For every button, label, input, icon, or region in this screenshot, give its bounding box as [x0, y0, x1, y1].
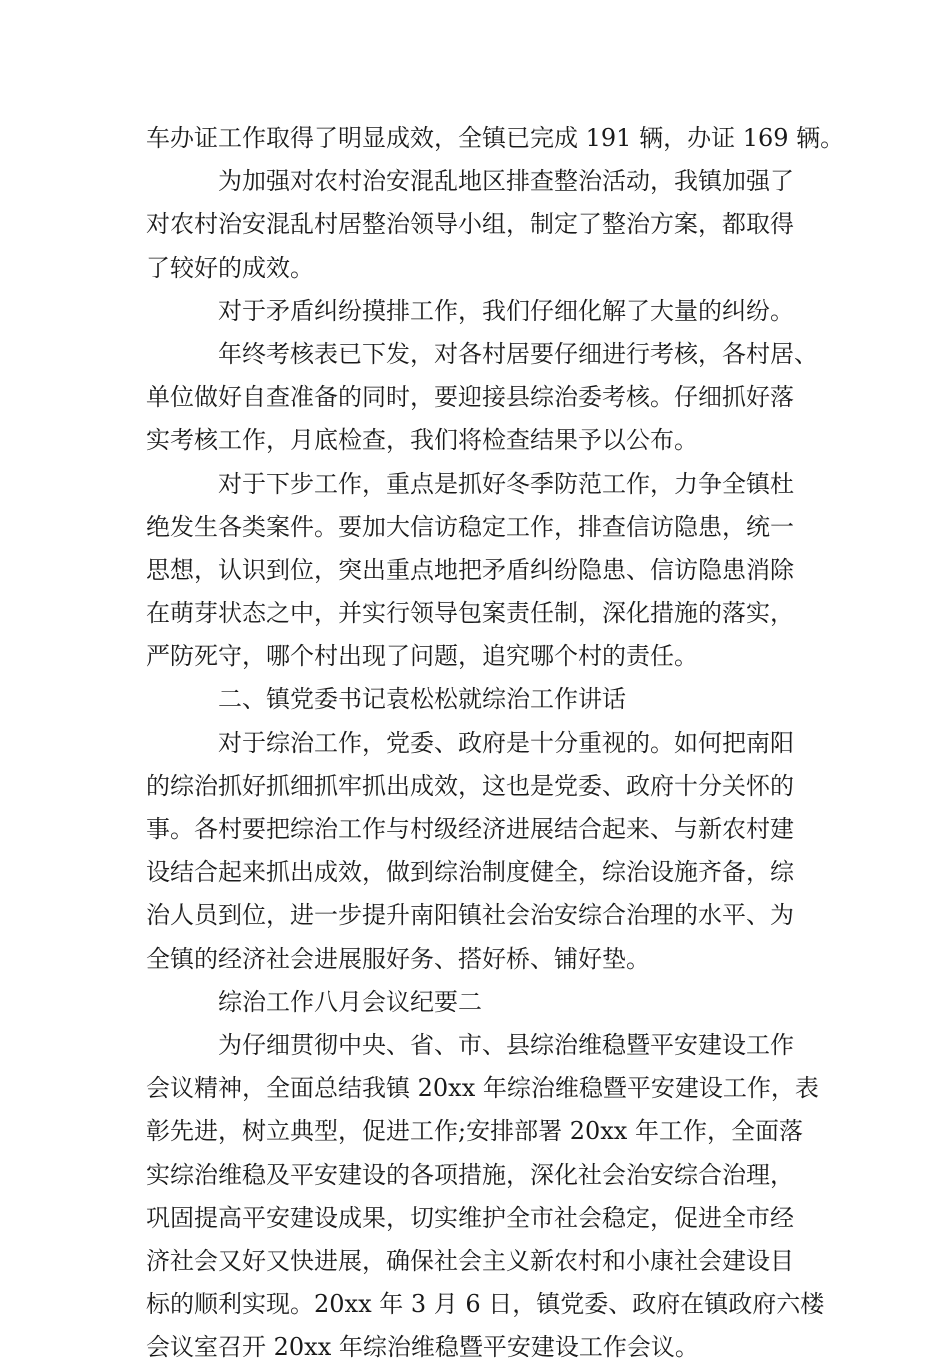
text-line: 实考核工作，月底检查，我们将检查结果予以公布。: [146, 426, 698, 455]
text-line: 设结合起来抓出成效，做到综治制度健全，综治设施齐备，综: [146, 858, 794, 887]
text-line: 治人员到位，进一步提升南阳镇社会治安综合治理的水平、为: [146, 901, 794, 930]
text-line: 单位做好自查准备的同时，要迎接县综治委考核。仔细抓好落: [146, 383, 794, 412]
text-line: 巩固提高平安建设成果，切实维护全市社会稳定，促进全市经: [146, 1203, 794, 1232]
paragraph-first-line: 为加强对农村治安混乱地区排查整治活动，我镇加强了: [218, 167, 794, 196]
paragraph-first-line: 对于综治工作，党委、政府是十分重视的。如何把南阳: [218, 728, 794, 757]
text-line: 实综治维稳及平安建设的各项措施，深化社会治安综合治理，: [146, 1160, 794, 1189]
text-line: 彰先进，树立典型，促进工作;安排部署 20xx 年工作，全面落: [146, 1117, 803, 1146]
text-line: 会议室召开 20xx 年综治维稳暨平安建设工作会议。: [146, 1333, 699, 1362]
text-line: 全镇的经济社会进展服好务、搭好桥、铺好垫。: [146, 944, 650, 973]
paragraph-first-line: 对于下步工作，重点是抓好冬季防范工作，力争全镇杜: [218, 469, 794, 498]
text-line: 了较好的成效。: [146, 253, 314, 282]
text-line: 对农村治安混乱村居整治领导小组，制定了整治方案，都取得: [146, 210, 794, 239]
section-heading: 综治工作八月会议纪要二: [218, 987, 482, 1016]
text-line: 标的顺利实现。20xx 年 3 月 6 日，镇党委、政府在镇政府六楼: [146, 1290, 825, 1319]
text-line: 车办证工作取得了明显成效，全镇已完成 191 辆，办证 169 辆。: [146, 124, 845, 152]
text-line: 思想，认识到位，突出重点地把矛盾纠纷隐患、信访隐患消除: [146, 555, 794, 584]
paragraph-first-line: 为仔细贯彻中央、省、市、县综治维稳暨平安建设工作: [218, 1030, 794, 1059]
text-line: 绝发生各类案件。要加大信访稳定工作，排查信访隐患，统一: [146, 512, 794, 541]
text-line: 事。各村要把综治工作与村级经济进展结合起来、与新农村建: [146, 815, 794, 843]
text-line: 严防死守，哪个村出现了问题，追究哪个村的责任。: [146, 642, 698, 671]
text-line: 在萌芽状态之中，并实行领导包案责任制，深化措施的落实，: [146, 599, 794, 628]
paragraph-first-line: 年终考核表已下发，对各村居要仔细进行考核，各村居、: [218, 339, 818, 368]
text-line: 会议精神，全面总结我镇 20xx 年综治维稳暨平安建设工作，表: [146, 1074, 819, 1103]
text-line: 的综治抓好抓细抓牢抓出成效，这也是党委、政府十分关怀的: [146, 771, 794, 800]
text-line: 济社会又好又快进展，确保社会主义新农村和小康社会建设目: [146, 1246, 794, 1275]
body-text: [146, 117, 845, 1369]
paragraph-first-line: 对于矛盾纠纷摸排工作，我们仔细化解了大量的纠纷。: [218, 296, 794, 325]
section-heading: 二、镇党委书记袁松松就综治工作讲话: [218, 685, 626, 714]
